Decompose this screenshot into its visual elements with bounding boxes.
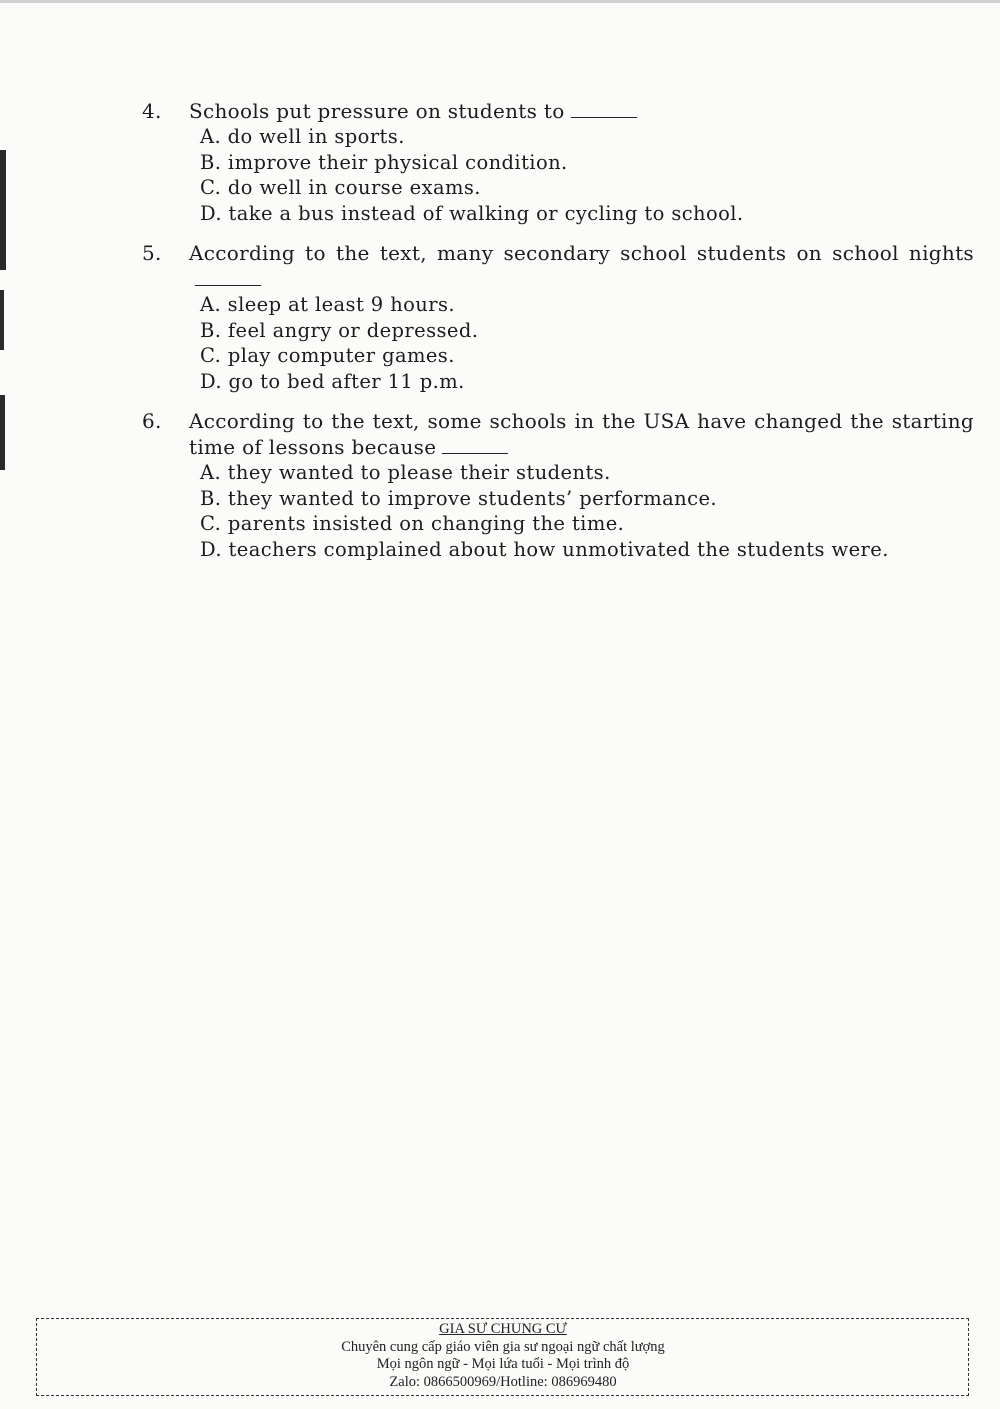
option-d: D. take a bus instead of walking or cycling to school.	[200, 201, 744, 225]
question-5	[142, 240, 974, 394]
answer-blank	[442, 439, 508, 454]
question-text: According to the text, many secondary school students on school nights	[189, 241, 974, 265]
question-stem	[142, 240, 974, 292]
footer-contact: Zalo: 0866500969/Hotline: 086969480	[389, 1373, 617, 1390]
footer-ad-box	[36, 1318, 969, 1396]
question-number: 5.	[142, 241, 162, 265]
question-stem	[142, 98, 974, 124]
option-a: A. do well in sports.	[200, 125, 405, 148]
option-list	[142, 460, 974, 562]
option-a: A. they wanted to please their students.	[200, 461, 611, 484]
question-text: Schools put pressure on students to	[189, 99, 565, 123]
option-c: C. do well in course exams.	[200, 176, 481, 199]
scan-left-edge-mark	[0, 290, 4, 350]
option-b: B. improve their physical condition.	[200, 150, 568, 174]
question-text: According to the text, some schools in the USA have changed the starting time of lessons because	[189, 409, 974, 459]
option-list	[142, 124, 974, 226]
option-list	[142, 292, 974, 394]
option-b: B. they wanted to improve students’ performance.	[200, 486, 717, 510]
question-stem	[142, 408, 974, 460]
question-number: 6.	[142, 409, 162, 433]
question-list	[142, 98, 974, 576]
option-c: C. parents insisted on changing the time.	[200, 512, 625, 535]
question-4	[142, 98, 974, 226]
scan-top-edge	[0, 0, 1000, 3]
option-d: D. go to bed after 11 p.m.	[200, 369, 465, 393]
option-d: D. teachers complained about how unmotivated the students were.	[200, 537, 889, 561]
option-a: A. sleep at least 9 hours.	[200, 293, 455, 316]
option-b: B. feel angry or depressed.	[200, 318, 479, 342]
footer-tagline: Chuyên cung cấp giáo viên gia sư ngoại ngữ chất lượng	[341, 1338, 665, 1355]
scan-left-edge-mark	[0, 395, 5, 470]
answer-blank	[571, 103, 637, 118]
footer-box-right-border	[968, 1318, 969, 1396]
footer-title: GIA SƯ CHUNG CƯ	[439, 1321, 567, 1337]
question-6	[142, 408, 974, 562]
option-c: C. play computer games.	[200, 344, 455, 367]
footer-subtitle: Mọi ngôn ngữ - Mọi lứa tuổi - Mọi trình độ	[376, 1356, 630, 1372]
answer-blank	[195, 271, 261, 286]
scan-left-edge-mark	[0, 150, 6, 270]
question-number: 4.	[142, 99, 162, 123]
